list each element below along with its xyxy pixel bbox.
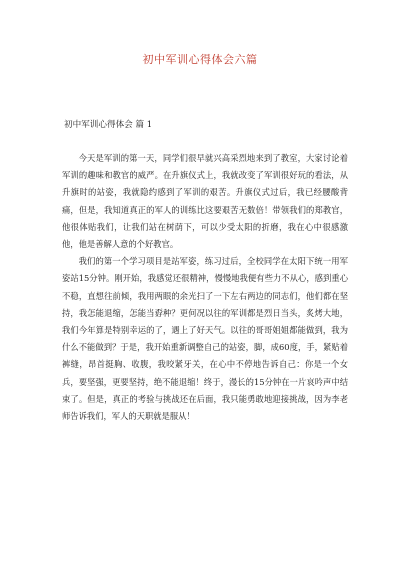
document-body	[62, 150, 348, 425]
document-title: 初中军训心得体会六篇	[142, 53, 258, 66]
paragraph-1: 今天是军训的第一天，同学们很早就兴高采烈地来到了教室，大家讨论着军训的趣味和教官的威严。在升旗仪式上，我就改变了军训很好玩的看法，从升旗时的站姿，我就隐约感到了军训的艰苦。升旗仪式过后，我已经腰酸背痛，但是，我知道真正的军人的训练比这要艰苦无数倍！带领我们的郑教官，他很体贴我们，让我们站在树荫下，可以少受太阳的折磨，我在心中很感激他，他是善解人意的个好教官。	[62, 153, 348, 250]
paragraph-2: 我们的第一个学习项目是站军姿，练习过后，全校同学在太阳下统一用军姿站15分钟。刚开始，我感觉还很精神，慢慢地我便有些力不从心，感到重心不稳，直想往前倾，我用两眼的余光扫了一下左右两边的同志们，他们都在坚持，我怎能退缩，怎能当孬种？更何况以往的军训都是烈日当头，炙烤大地，我们今年算是特别幸运的了，遇上了好天气。以往的哥哥姐姐都能做到，我为什么不能做到？于是，我开始重新调整自己的站姿，脚，成60度，手，紧贴着裤缝，昂首挺胸、收腹，我咬紧牙关，在心中不停地告诉自己：你是一个女兵，要坚强，更要坚持，绝不能退缩！终于，漫长的15分钟在一片哀吟声中结束了。但是，真正的考验与挑战还在后面，我只能勇敢地迎接挑战，因为李老师告诉我们，军人的天职就是服从！	[62, 256, 348, 422]
section-heading: 初中军训心得体会 篇 1	[64, 120, 153, 130]
